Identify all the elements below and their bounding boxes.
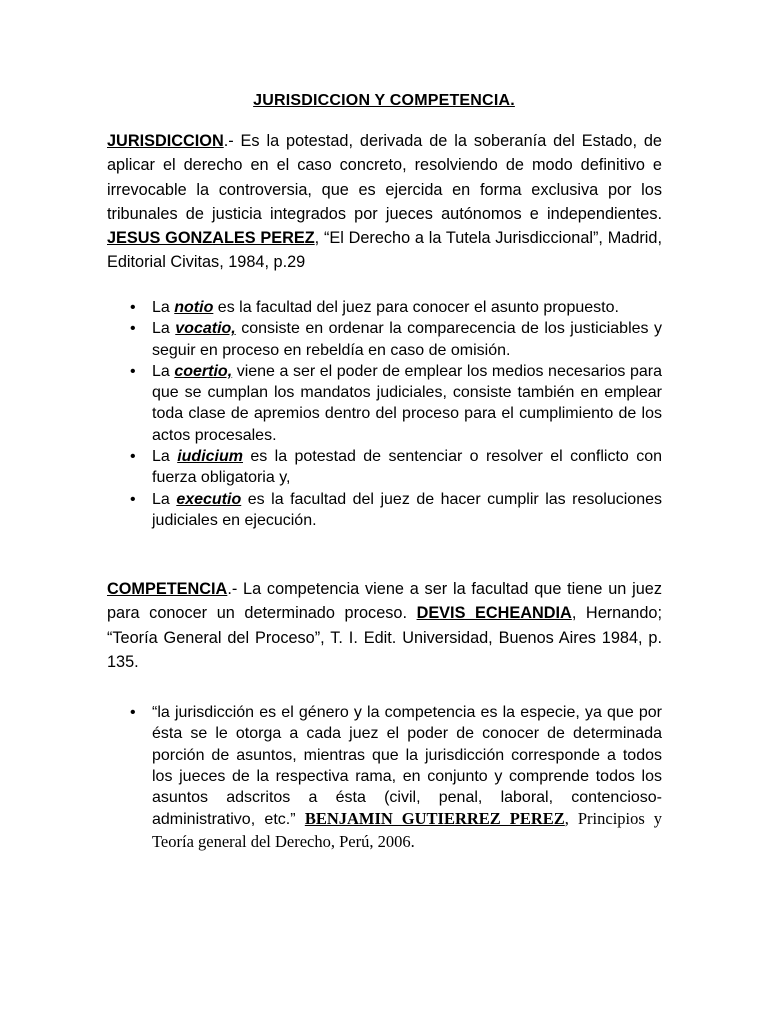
list-item-text: es la facultad del juez para conocer el asunto propuesto. (213, 299, 619, 316)
list-item-prefix: La (152, 490, 177, 508)
competencia-paragraph (107, 577, 662, 674)
competencia-heading: COMPETENCIA (107, 580, 228, 598)
jurisdiccion-elements-list (107, 297, 662, 531)
competencia-author: DEVIS ECHEANDIA (416, 604, 572, 623)
list-item-prefix: La (152, 362, 175, 380)
quote-text: “la jurisdicción es el género y la competencia es la especie, ya que por ésta se le otorga a cada juez el poder de conocer de determinada porción de asuntos, mientras que la jurisdicción corresponde a todos los jueces de la respectiva rama, en conjunto y comprende todos los asuntos adscritos a ésta (civil, penal, laboral, contencioso-administrativo, etc.” (152, 704, 662, 829)
quote-list (107, 702, 662, 853)
jurisdiccion-definition: .- Es la potestad, derivada de la soberanía del Estado, de aplicar el derecho en el caso concreto, resolviendo de modo definitivo e irrevocable la controversia, que es ejercida en forma exclusiva por los tribunales de justicia integrados por jueces autónomos e independientes. (107, 132, 662, 223)
term-notio: notio (174, 299, 214, 316)
list-item-text: es la potestad de sentenciar o resolver el conflicto con fuerza obligatoria y, (152, 448, 662, 487)
list-item-coertio (107, 361, 662, 446)
jurisdiccion-citation: , “El Derecho a la Tutela Jurisdiccional”, Madrid, Editorial Civitas, 1984, p.29 (107, 229, 662, 272)
jurisdiccion-author: JESUS GONZALES PEREZ (107, 229, 315, 248)
list-item-prefix: La (152, 448, 178, 466)
document-title: JURISDICCION Y COMPETENCIA. (253, 92, 515, 109)
jurisdiccion-paragraph (107, 129, 662, 275)
list-item-notio (107, 297, 662, 318)
term-coertio: coertio, (174, 362, 233, 380)
list-item-vocatio (107, 318, 662, 361)
list-item-executio (107, 489, 662, 532)
list-item-prefix: La (152, 320, 176, 338)
competencia-citation: , Hernando; “Teoría General del Proceso”, T. I. Edit. Universidad, Buenos Aires 1984, p. 135. (107, 604, 662, 671)
list-item-text: viene a ser el poder de emplear los medios necesarios para que se cumplan los mandatos judiciales, consiste también en emplear toda clase de apremios dentro del proceso para el cumplimiento de los actos procesales. (152, 362, 662, 444)
list-item-prefix: La (152, 299, 175, 316)
jurisdiccion-heading: JURISDICCION (107, 132, 224, 150)
list-item-iudicium (107, 446, 662, 489)
list-item-quote (107, 702, 662, 853)
list-item-text: es la facultad del juez de hacer cumplir las resoluciones judiciales en ejecución. (152, 490, 662, 529)
competencia-definition: .- La competencia viene a ser la facultad que tiene un juez para conocer un determinado proceso. (107, 580, 662, 623)
list-item-text: consiste en ordenar la comparecencia de los justiciables y seguir en proceso en rebeldía en caso de omisión. (152, 320, 662, 359)
quote-citation: , Principios y Teoría general del Derecho, Perú, 2006. (152, 809, 663, 851)
term-vocatio: vocatio, (175, 320, 236, 338)
term-executio: executio (176, 490, 242, 508)
quote-author: BENJAMIN GUTIERREZ PEREZ (304, 809, 565, 829)
term-iudicium: iudicium (177, 448, 243, 466)
